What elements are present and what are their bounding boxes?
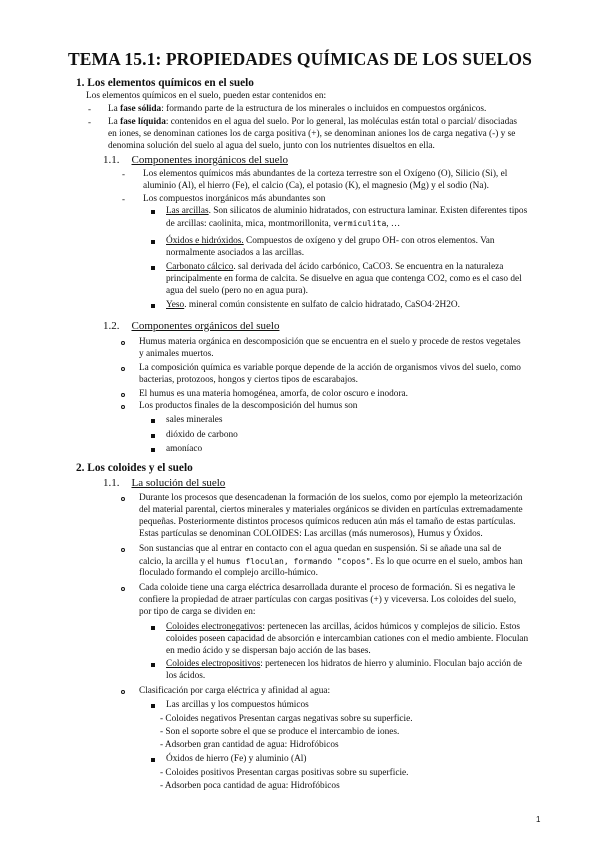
- coloides-p1-line4: Estas partículas se denominan COLOIDES: Las arcillas (más numerosos), Humus y Óxidos.: [139, 529, 483, 539]
- electronegativos-label: Coloides electronegativos: [166, 622, 263, 632]
- inorg-item-1: Los elementos químicos más abundantes de la corteza terrestre son el Oxígeno (O), Silicio (Si), el: [143, 169, 508, 179]
- circle-bullet: [121, 548, 125, 552]
- carbonato-line3: agua del suelo (pero no en agua pura).: [166, 286, 308, 296]
- arcillas-line2: [166, 218, 400, 230]
- square-bullet: [151, 758, 155, 762]
- circle-bullet: [121, 393, 125, 397]
- fase-solida-item: [108, 104, 486, 115]
- arcillas-humicos-item: Las arcillas y los compuestos húmicos: [166, 700, 309, 710]
- handwritten-vermiculita: vermiculita: [333, 219, 387, 228]
- handwritten-floculan: humus floculan, formando "copos": [216, 557, 371, 566]
- coloides-p2: Son sustancias que al entrar en contacto con el agua quedan en suspensión. Si se añade una sal de: [139, 544, 502, 554]
- inorg-item-2: Los compuestos inorgánicos más abundantes son: [143, 194, 326, 204]
- product-item: amoníaco: [166, 444, 203, 454]
- electropositivos-item: [166, 659, 522, 670]
- subsection-2-1-heading: [103, 478, 225, 489]
- subsection-title: La solución del suelo: [131, 477, 226, 489]
- org-item-1: Humus materia orgánica en descomposición que se encuentra en el suelo y procede de restos vegetales: [139, 337, 521, 347]
- coloides-p3-line3: por tipo de carga se dividen en:: [139, 607, 256, 617]
- square-bullet: [151, 266, 155, 270]
- subsection-1-1-heading: [103, 155, 288, 166]
- dash-bullet: -: [122, 169, 125, 179]
- electronegativos-line2: coloides poseen capacidad de absorción e intercambian cationes con el medio ambiente. Floculan: [166, 634, 529, 644]
- fase-liquida-text: : contenidos en el agua del suelo. Por lo general, las moléculas están total o parcial/ disociadas: [165, 117, 517, 127]
- arcillas-humicos-detail: - Adsorben gran cantidad de agua: Hidrofóbicos: [160, 740, 339, 750]
- oxidos-item: [166, 236, 495, 247]
- oxidos-line2: normalmente asociados a las arcillas.: [166, 248, 305, 258]
- yeso-item: [166, 300, 460, 311]
- square-bullet: [151, 663, 155, 667]
- oxidos-label: Óxidos e hidróxidos.: [166, 236, 244, 246]
- square-bullet: [151, 434, 155, 438]
- coloides-p1-line2: del material parental, ciertos minerales y materiales orgánicos se dividen en partículas extremadamente: [139, 505, 523, 515]
- oxidos-fe-al-item: Óxidos de hierro (Fe) y aluminio (Al): [166, 754, 307, 764]
- square-bullet: [151, 448, 155, 452]
- coloides-p3: Cada coloide tiene una carga eléctrica desarrollada durante el proceso de formación. Si es negativa le: [139, 583, 516, 593]
- coloides-p3-line2: confiere la propiedad de atraer partículas con cargas positivas (+) y viceversa. Los coloides del suelo,: [139, 595, 517, 605]
- square-bullet: [151, 210, 155, 214]
- subsection-number: 1.1.: [103, 154, 120, 166]
- carbonato-label: Carbonato cálcico: [166, 262, 234, 272]
- p2-post: . Es lo que ocurre en el suelo, ambos han: [370, 557, 523, 567]
- electropositivos-text: : pertenecen los hidratos de hierro y aluminio. Floculan bajo acción de: [260, 659, 523, 669]
- org-item-1-line2: y animales muertos.: [139, 349, 214, 359]
- arcillas-humicos-detail: - Coloides negativos Presentan cargas negativas sobre su superficie.: [160, 714, 413, 724]
- arcillas-item: [166, 206, 527, 217]
- arcillas-humicos-detail: - Son el soporte sobre el que se produce el intercambio de iones.: [160, 727, 400, 737]
- arcillas-text: . Son silicatos de aluminio hidratados, con estructura laminar. Existen diferentes tipos: [208, 206, 528, 216]
- page-title: TEMA 15.1: PROPIEDADES QUÍMICAS DE LOS SUELOS: [68, 49, 532, 69]
- section-1-heading: 1. Los elementos químicos en el suelo: [76, 77, 254, 89]
- electronegativos-line3: en medio ácido y se dispersan bajo acción de las bases.: [166, 646, 371, 656]
- oxidos-text: Compuestos de oxígeno y del grupo OH- con otros elementos. Van: [243, 236, 495, 246]
- oxidos-fe-al-detail: - Adsorben poca cantidad de agua: Hidrofóbicos: [160, 781, 340, 791]
- circle-bullet: [121, 367, 125, 371]
- s1-intro: Los elementos químicos en el suelo, pueden estar contenidos en:: [86, 91, 327, 101]
- dash-bullet: -: [122, 194, 125, 204]
- subsection-number: 1.2.: [103, 320, 120, 332]
- coloides-p2-line3: floculado formando el complejo arcillo-húmico.: [139, 568, 318, 578]
- coloides-p1-line3: pequeñas. Posteriormente distintos procesos químicos reducen aún más el tamaño de estas partículas.: [139, 517, 516, 527]
- dash-bullet: -: [88, 104, 91, 114]
- fase-liquida-line2: en iones, se denominan cationes los de carga positiva (+), se denominan aniones los de carga negativa (-) y se: [108, 129, 516, 139]
- subsection-number: 1.1.: [103, 477, 120, 489]
- section-2-heading: 2. Los coloides y el suelo: [76, 462, 193, 474]
- p2-pre: calcio, la arcilla y el: [139, 557, 217, 567]
- subsection-1-2-heading: [103, 321, 279, 332]
- square-bullet: [151, 240, 155, 244]
- circle-bullet: [121, 405, 125, 409]
- arcillas-ellipsis: , …: [386, 219, 401, 229]
- circle-bullet: [121, 690, 125, 694]
- carbonato-text: . sal derivada del ácido carbónico, CaCO3. Se encuentra en la naturaleza: [233, 262, 504, 272]
- fase-solida-text: : formando parte de la estructura de los minerales o incluidos en compuestos orgánicos.: [161, 104, 487, 114]
- square-bullet: [151, 304, 155, 308]
- fase-solida-label: fase sólida: [120, 104, 162, 114]
- s1-liquida-pre: La: [108, 117, 121, 127]
- carbonato-line2: principalmente en forma de calcita. Se disuelve en agua que contenga CO2, como es el caso del: [166, 274, 522, 284]
- subsection-title: Componentes inorgánicos del suelo: [131, 154, 289, 166]
- coloides-p1: Durante los procesos que desencadenan la formación de los suelos, como por ejemplo la meteorización: [139, 493, 523, 503]
- carbonato-item: [166, 262, 503, 273]
- page-number: 1: [536, 815, 541, 824]
- circle-bullet: [121, 497, 125, 501]
- electronegativos-text: : pertenecen las arcillas, ácidos húmicos y complejos de silicio. Estos: [262, 622, 520, 632]
- yeso-label: Yeso: [166, 300, 185, 310]
- clasificacion-item: Clasificación por carga eléctrica y afinidad al agua:: [139, 686, 331, 696]
- product-item: dióxido de carbono: [166, 430, 238, 440]
- yeso-text: . mineral común consistente en sulfato de calcio hidratado, CaSO4·2H2O.: [184, 300, 460, 310]
- fase-liquida-label: fase líquida: [120, 117, 166, 127]
- circle-bullet: [121, 587, 125, 591]
- square-bullet: [151, 419, 155, 423]
- square-bullet: [151, 704, 155, 708]
- dash-bullet: -: [88, 117, 91, 127]
- product-item: sales minerales: [166, 415, 223, 425]
- s1-solida-pre: La: [108, 104, 121, 114]
- coloides-p2-line2: [139, 556, 523, 568]
- inorg-item-1-line2: aluminio (Al), el hierro (Fe), el calcio (Ca), el potasio (K), el magnesio (Mg) y el sodio (Na).: [143, 181, 489, 191]
- org-item-2: La composición química es variable porque depende de la acción de organismos vivos del suelo, como: [139, 363, 521, 373]
- electropositivos-label: Coloides electropositivos: [166, 659, 261, 669]
- oxidos-fe-al-detail: - Coloides positivos Presentan cargas positivas sobre su superficie.: [160, 768, 409, 778]
- org-item-3: El humus es una materia homogénea, amorfa, de color oscuro e inodora.: [139, 389, 409, 399]
- electronegativos-item: [166, 622, 520, 633]
- circle-bullet: [121, 341, 125, 345]
- subsection-title: Componentes orgánicos del suelo: [131, 320, 280, 332]
- arcillas-label: Las arcillas: [166, 206, 209, 216]
- arcillas-types: de arcillas: caolinita, mica, montmorillonita,: [166, 219, 334, 229]
- org-item-4: Los productos finales de la descomposición del humus son: [139, 401, 358, 411]
- square-bullet: [151, 626, 155, 630]
- org-item-2-line2: bacterias, protozoos, hongos y ciertos tipos de escarabajos.: [139, 375, 358, 385]
- fase-liquida-item: [108, 117, 517, 128]
- fase-liquida-line3: denomina solución del suelo al agua del suelo, junto con los nutrientes disueltos en ella.: [108, 141, 435, 151]
- electropositivos-line2: los ácidos.: [166, 671, 206, 681]
